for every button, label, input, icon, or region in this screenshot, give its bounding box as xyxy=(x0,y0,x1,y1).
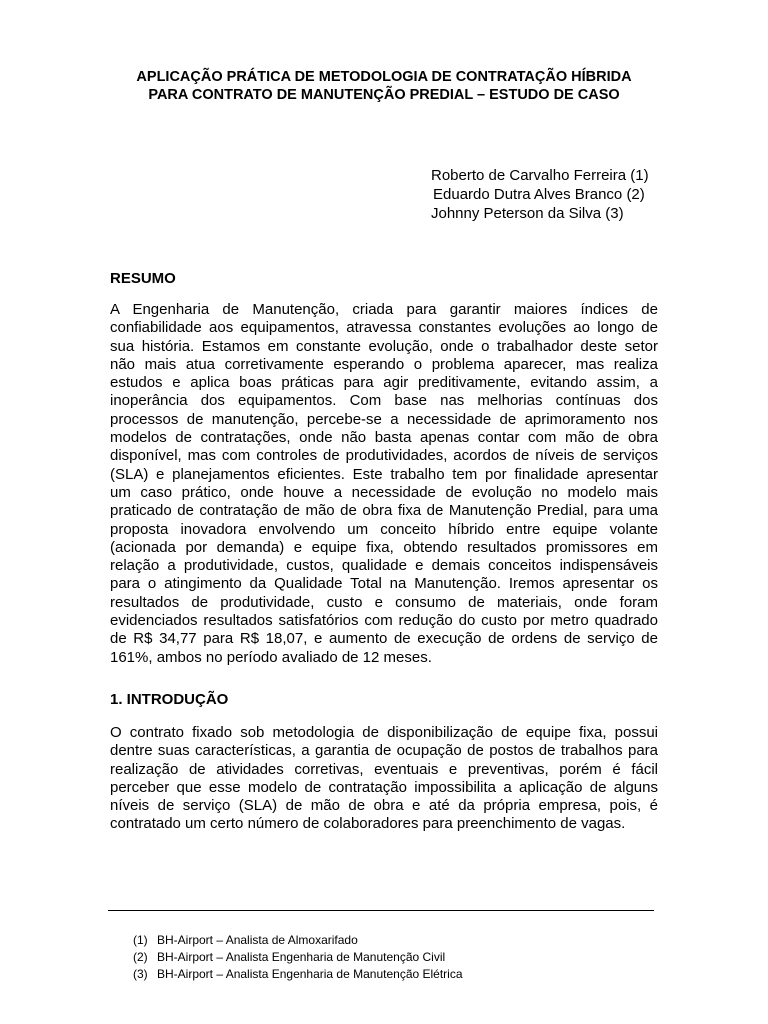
resumo-line: não mais atua corretivamente esperando o problema aparecer, mas realiza xyxy=(110,355,658,373)
resumo-line: proposta inovadora envolvendo um conceito híbrido entre equipe volante xyxy=(110,520,658,538)
author-list xyxy=(431,166,671,223)
title-line-1: APLICAÇÃO PRÁTICA DE METODOLOGIA DE CONTRATAÇÃO HÍBRIDA xyxy=(136,69,632,85)
resumo-paragraph xyxy=(110,301,658,667)
introducao-line: realização de atividades corretivas, eventuais e preventivas, porém é fácil xyxy=(110,760,658,778)
introducao-line: O contrato fixado sob metodologia de disponibilização de equipe fixa, possui xyxy=(110,724,658,741)
resumo-line: (SLA) e planejamentos eficientes. Este trabalho tem por finalidade apresentar xyxy=(110,465,658,483)
introducao-paragraph xyxy=(110,724,658,834)
resumo-line: inoperância dos equipamentos. Com base nas melhorias contínuas dos xyxy=(110,392,658,410)
footnote-number: (1) xyxy=(133,933,148,947)
author-3: Johnny Peterson da Silva (3) xyxy=(431,205,624,222)
resumo-line: (acionada por demanda) e equipe fixa, obtendo resultados promissores em xyxy=(110,538,658,556)
footnotes xyxy=(133,932,553,983)
resumo-heading: RESUMO xyxy=(110,270,176,287)
footnote-3 xyxy=(133,966,553,983)
footnote-text: BH-Airport – Analista de Almoxarifado xyxy=(157,933,358,947)
resumo-line: um caso prático, onde houve a necessidade de evolução no modelo mais xyxy=(110,483,658,501)
resumo-line: modelos de contratações, onde não basta apenas contar com mão de obra xyxy=(110,429,658,447)
footnote-text: BH-Airport – Analista Engenharia de Manutenção Elétrica xyxy=(157,967,463,981)
introducao-line: contratado um certo número de colaboradores para preenchimento de vagas. xyxy=(110,815,626,833)
resumo-line: evidenciados resultados satisfatórios com redução do custo por metro quadrado xyxy=(110,612,658,630)
resumo-line: para o atingimento da Qualidade Total na Manutenção. Iremos apresentar os xyxy=(110,575,658,593)
resumo-line: sua história. Estamos em constante evolução, onde o trabalhador deste setor xyxy=(110,337,658,355)
footnote-separator xyxy=(108,910,654,911)
footnote-number: (2) xyxy=(133,950,148,964)
footnote-2 xyxy=(133,949,553,966)
resumo-line: de R$ 34,77 para R$ 18,07, e aumento de execução de ordens de serviço de xyxy=(110,630,658,648)
author-2: Eduardo Dutra Alves Branco (2) xyxy=(433,186,645,203)
footnote-1 xyxy=(133,932,553,949)
resumo-line: praticado de contratação de mão de obra fixa de Manutenção Predial, para uma xyxy=(110,502,658,520)
resumo-line: relação a produtividade, custos, qualidade e demais conceitos indispensáveis xyxy=(110,557,658,575)
resumo-line: A Engenharia de Manutenção, criada para garantir maiores índices de xyxy=(110,301,658,318)
resumo-line: estudos e aplica boas práticas para agir preditivamente, evitando assim, a xyxy=(110,374,658,392)
introducao-line: dentre suas características, a garantia de ocupação de postos de trabalhos para xyxy=(110,742,658,760)
document-title xyxy=(100,68,668,104)
resumo-line: resultados de produtividade, custo e consumo de materiais, onde foram xyxy=(110,593,658,611)
resumo-line: 161%, ambos no período avaliado de 12 meses. xyxy=(110,648,432,666)
resumo-line: disponível, mas com controles de produtividades, acordos de níveis de serviços xyxy=(110,447,658,465)
footnote-text: BH-Airport – Analista Engenharia de Manutenção Civil xyxy=(157,950,446,964)
introducao-line: níveis de serviço (SLA) de mão de obra e até da própria empresa, pois, é xyxy=(110,797,658,815)
introducao-heading: 1. INTRODUÇÃO xyxy=(110,691,229,708)
footnote-number: (3) xyxy=(133,967,148,981)
title-line-2: PARA CONTRATO DE MANUTENÇÃO PREDIAL – ESTUDO DE CASO xyxy=(148,87,620,103)
resumo-line: confiabilidade aos equipamentos, atravessa constantes evoluções ao longo de xyxy=(110,319,658,337)
author-1: Roberto de Carvalho Ferreira (1) xyxy=(431,167,649,184)
resumo-line: processos de manutenção, percebe-se a necessidade de aprimoramento nos xyxy=(110,410,658,428)
introducao-line: perceber que esse modelo de contratação impossibilita a aplicação de alguns xyxy=(110,778,658,796)
